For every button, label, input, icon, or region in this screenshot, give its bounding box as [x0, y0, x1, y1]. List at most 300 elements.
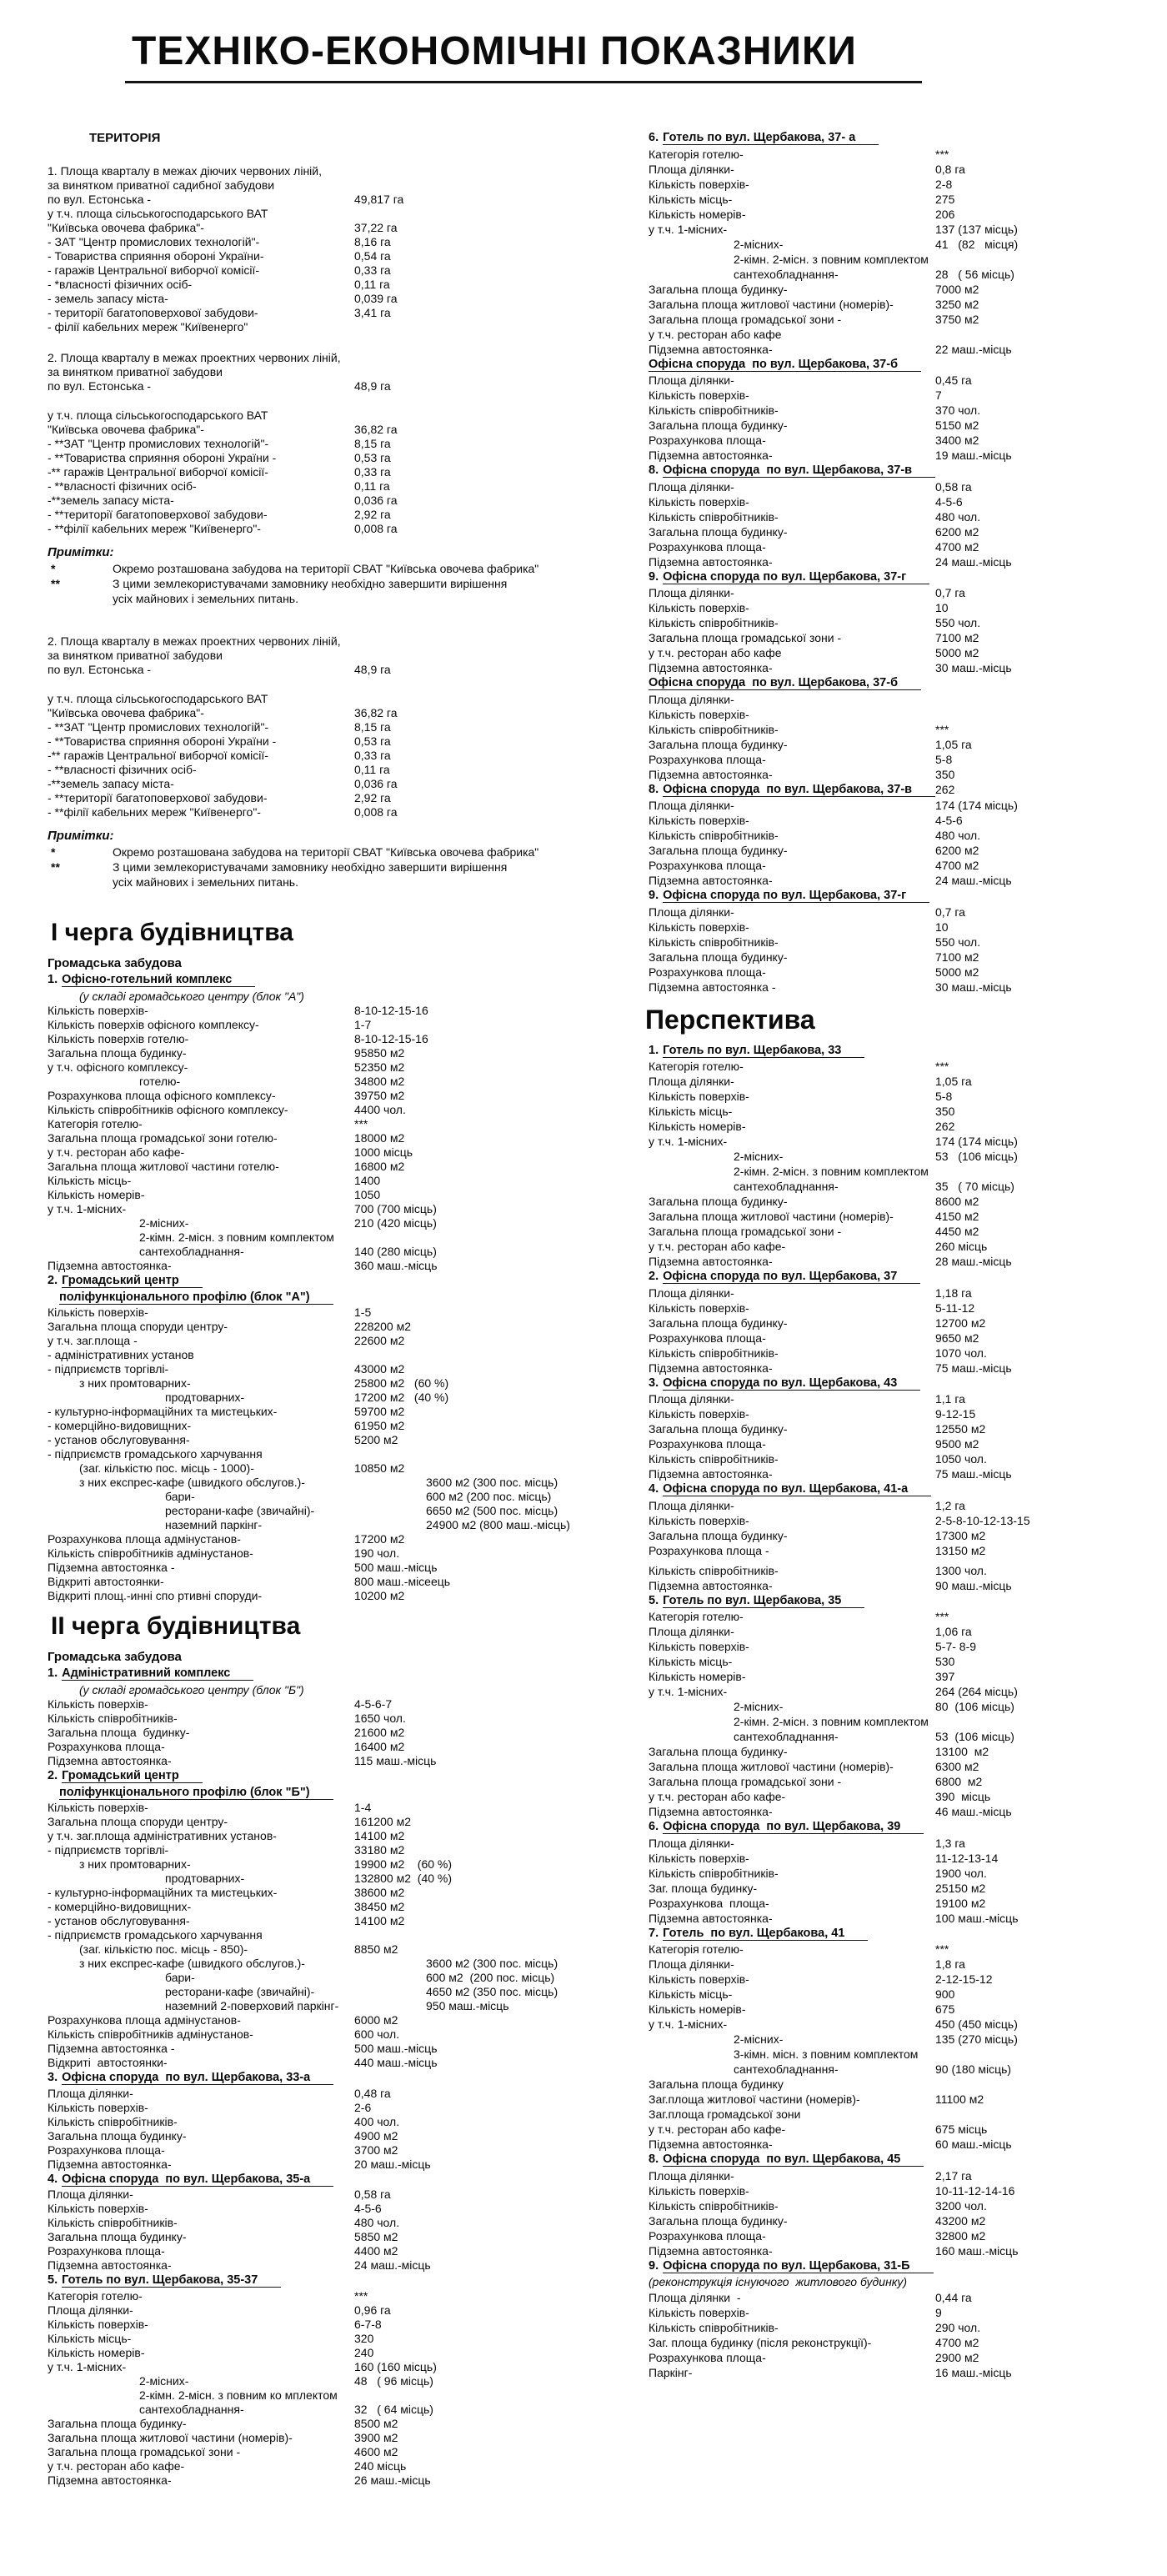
- indicator-label: Підземна автостоянка-: [649, 874, 773, 887]
- note-text: З цими землекористувачами замовнику необхідно завершити вирішення: [113, 860, 508, 874]
- indicator-row: [29, 207, 617, 221]
- indicator-label: Кількість поверхів-: [649, 707, 749, 721]
- indicator-value: 0,33 га: [354, 263, 391, 277]
- indicator-label: Кількість поверхів-: [649, 601, 749, 614]
- indicator-row: [642, 433, 1163, 448]
- item-heading-line: [48, 2273, 617, 2289]
- indicator-label: Кількість поверхів-: [48, 1306, 148, 1319]
- indicator-value: ***: [935, 1060, 949, 1073]
- indicator-value: ***: [935, 1942, 949, 1956]
- indicator-row: [29, 1504, 617, 1518]
- indicator-row: [642, 905, 1163, 920]
- italic-note: (реконструкція існуючого житлового будинку): [649, 2275, 908, 2288]
- indicator-label: Розрахункова площа-: [649, 2350, 766, 2364]
- indicator-label: Розрахункова площа-: [48, 1740, 165, 1753]
- indicator-row: [642, 1866, 1163, 1881]
- indicator-label: Підземна автостоянка-: [48, 2258, 172, 2272]
- indicator-value: 1050 чол.: [935, 1452, 987, 1466]
- indicator-row: [642, 873, 1163, 888]
- indicator-label: 2-місних-: [734, 1700, 784, 1713]
- indicator-row: [642, 554, 1163, 569]
- territory-heading: ТЕРИТОРІЯ: [89, 131, 161, 145]
- indicator-label: Розрахункова площа-: [649, 1331, 766, 1345]
- indicator-row: [642, 177, 1163, 192]
- indicator-value: 900: [935, 1987, 955, 2001]
- indicator-row: [29, 1376, 617, 1391]
- item-number: 5.: [48, 2273, 58, 2287]
- indicator-label: Кількість поверхів-: [649, 1090, 749, 1103]
- indicator-row: [29, 2115, 617, 2129]
- indicator-label: 2-кімн. 2-місн. з повним ко мплектом: [139, 2388, 338, 2402]
- indicator-label: Кількість поверхів-: [48, 1801, 148, 1814]
- item-number: 1.: [48, 973, 58, 986]
- indicator-label: ресторани-кафе (звичайні)-: [165, 1985, 315, 1998]
- indicator-label: Розрахункова площа-: [649, 965, 766, 979]
- indicator-label: Кількість співробітників-: [48, 1711, 178, 1725]
- indicator-value: 0,039 га: [354, 292, 398, 305]
- indicator-label: Загальна площа будинку-: [649, 1422, 788, 1436]
- indicator-label: Кількість співробітників-: [649, 2320, 779, 2334]
- indicator-row: [29, 479, 617, 494]
- indicator-value: 38600 м2: [354, 1886, 405, 1899]
- indicator-label: Загальна площа будинку-: [649, 950, 788, 964]
- indicator-value: 0,58 га: [354, 2188, 391, 2201]
- indicator-row: [29, 634, 617, 649]
- indicator-label: - адміністративних установ: [48, 1348, 194, 1361]
- indicator-value: 60 маш.-місць: [935, 2137, 1012, 2151]
- indicator-row: [642, 448, 1163, 463]
- indicator-value: 90 (180 місць): [935, 2062, 1012, 2076]
- item-heading-line: [48, 2070, 617, 2087]
- indicator-label: Підземна автостоянка-: [649, 1805, 773, 1818]
- indicator-value: 34800 м2: [354, 1075, 405, 1088]
- indicator-value: 7100 м2: [935, 950, 979, 964]
- indicator-value: 3700 м2: [354, 2142, 398, 2157]
- indicator-row: [29, 1546, 617, 1561]
- indicator-value: 3900 м2: [354, 2430, 398, 2444]
- indicator-value: 26 маш.-місць: [354, 2473, 431, 2487]
- indicator-label: - установ обслуговування-: [48, 1433, 190, 1446]
- indicator-label: Кількість поверхів-: [649, 388, 749, 402]
- indicator-row: [642, 843, 1163, 858]
- item-heading-line: [48, 972, 617, 989]
- indicator-value: ***: [935, 722, 949, 736]
- indicator-value: 38450 м2: [354, 1900, 405, 1913]
- indicator-value: 1,05 га: [935, 737, 972, 751]
- indicator-row: [642, 479, 1163, 494]
- indicator-value: 550 чол.: [935, 616, 981, 629]
- note-marker: *: [51, 562, 56, 575]
- indicator-row: [29, 178, 617, 193]
- item-number: 6.: [649, 131, 659, 144]
- title-block: [125, 30, 922, 83]
- indicator-row: [642, 1714, 1163, 1729]
- indicator-row: [642, 660, 1163, 675]
- indicator-label: - **ЗАТ "Центр промислових технологій"-: [48, 437, 269, 450]
- indicator-value: 0,11 га: [354, 479, 390, 493]
- item-heading: [642, 463, 1163, 479]
- indicator-label: Кількість співробітників-: [649, 1563, 779, 1577]
- indicator-label: - *власності фізичних осіб-: [48, 278, 193, 291]
- indicator-value: ***: [935, 147, 949, 161]
- indicator-value: 6200 м2: [935, 844, 979, 857]
- indicator-row: [29, 2158, 617, 2172]
- indicator-label: за винятком приватної забудови: [48, 365, 223, 378]
- indicator-label: Загальна площа будинку-: [48, 1046, 187, 1060]
- indicator-value: 4400 м2: [354, 2244, 398, 2258]
- indicator-row: [29, 2374, 617, 2388]
- item-number: 2.: [48, 1274, 58, 1287]
- indicator-label: Загальна площа будинку-: [649, 844, 788, 857]
- indicator-row: [642, 1624, 1163, 1639]
- indicator-row: [642, 1074, 1163, 1089]
- indicator-label: Площа ділянки -: [649, 2290, 741, 2304]
- indicator-row: [29, 408, 617, 423]
- indicator-row: [29, 1971, 617, 1985]
- item-number: 9.: [649, 2258, 659, 2273]
- item-number: 4.: [48, 2172, 58, 2186]
- indicator-row: [642, 858, 1163, 873]
- indicator-label: Кількість співробітників-: [649, 935, 779, 949]
- indicator-row: [642, 252, 1163, 267]
- indicator-label: сантехобладнання-: [734, 267, 839, 281]
- item-heading-text: Офісна споруда по вул. Щербакова, 35-а: [62, 2173, 333, 2187]
- indicator-label: Площа ділянки-: [649, 2168, 734, 2183]
- indicator-value: 1300 чол.: [935, 1563, 987, 1577]
- indicator-label: (заг. кількістю пос. місць - 1000)-: [79, 1461, 254, 1475]
- indicator-row: [29, 1131, 617, 1145]
- indicator-label: Підземна автостоянка-: [48, 2473, 172, 2487]
- indicator-row: [29, 193, 617, 207]
- indicator-value: 59700 м2: [354, 1405, 405, 1418]
- indicator-value: 550 чол.: [935, 935, 981, 949]
- note-text: Окремо розташована забудова на території СВАТ "Київська овочева фабрика": [113, 845, 539, 859]
- indicator-value: 37,22 га: [354, 221, 398, 234]
- indicator-value: 4-5-6: [935, 814, 963, 827]
- indicator-label: Кількість поверхів-: [48, 2202, 148, 2215]
- indicator-label: Площа ділянки-: [649, 1498, 734, 1512]
- indicator-label: Площа ділянки-: [649, 1285, 734, 1300]
- indicator-label: Загальна площа будинку-: [48, 2128, 187, 2142]
- indicator-row: [29, 1089, 617, 1103]
- indicator-value: 320: [354, 2331, 374, 2345]
- indicator-value: 600 м2 (200 пос. місць): [426, 1971, 555, 1984]
- column-right: [642, 130, 1163, 2380]
- indicator-row: [29, 1461, 617, 1476]
- indicator-row: [642, 1451, 1163, 1466]
- note-marker: *: [51, 845, 56, 859]
- indicator-row: [642, 2335, 1163, 2350]
- indicator-row: [642, 342, 1163, 357]
- indicator-label: - **власності фізичних осіб-: [48, 763, 197, 776]
- indicator-value: 5-8: [935, 752, 953, 766]
- indicator-label: Кількість співробітників-: [649, 1346, 779, 1360]
- indicator-label: - підприємств громадського харчування: [48, 1928, 263, 1942]
- indicator-label: 2-кімн. 2-місн. з повним комплектом: [139, 1230, 334, 1244]
- indicator-label: Кількість поверхів-: [649, 2183, 749, 2198]
- indicator-value: 8600 м2: [935, 1195, 979, 1208]
- indicator-label: 1. Площа кварталу в межах діючих червоних ліній,: [48, 164, 323, 178]
- indicator-row: [642, 373, 1163, 388]
- indicator-row: [642, 752, 1163, 767]
- item-heading: [29, 1666, 617, 1682]
- indicator-row: [29, 2013, 617, 2027]
- indicator-value: 0,008 га: [354, 522, 398, 535]
- indicator-label: Площа ділянки-: [48, 2086, 133, 2100]
- indicator-value: 370 чол.: [935, 403, 981, 417]
- indicator-label: Кількість поверхів-: [649, 814, 749, 827]
- indicator-row: [29, 2101, 617, 2115]
- indicator-row: [29, 423, 617, 437]
- indicator-label: Кількість співробітників-: [48, 2114, 178, 2128]
- spacer: [29, 334, 617, 351]
- item-heading: [642, 569, 1163, 586]
- indicator-value: 17200 м2: [354, 1532, 405, 1546]
- indicator-row: [29, 1046, 617, 1060]
- indicator-value: 4400 чол.: [354, 1103, 406, 1116]
- indicator-row: [29, 2431, 617, 2445]
- indicator-label: готелю-: [139, 1075, 181, 1088]
- indicator-label: 3-кімн. місн. з повним комплектом: [734, 2047, 919, 2061]
- indicator-value: 500 маш.-місць: [354, 2042, 438, 2055]
- indicator-label: Розрахункова площа-: [649, 859, 766, 872]
- indicator-row: [29, 1490, 617, 1504]
- indicator-value: 1,8 га: [935, 1957, 965, 1971]
- indicator-row: [642, 1774, 1163, 1789]
- item-heading-text: Готель по вул. Щербакова, 37- а: [663, 131, 879, 145]
- indicator-row: [29, 2188, 617, 2202]
- item-heading-line: [649, 1376, 1163, 1392]
- indicator-label: Категорія готелю-: [649, 147, 744, 161]
- indicator-label: Підземна автостоянка-: [649, 767, 773, 781]
- indicator-row: [29, 1230, 617, 1245]
- indicator-label: по вул. Естонська -: [48, 379, 152, 393]
- indicator-label: 2. Площа кварталу в межах проектних червоних ліній,: [48, 634, 341, 648]
- indicator-value: 1050: [354, 1188, 381, 1201]
- indicator-row: [29, 1957, 617, 1971]
- indicator-row: [29, 292, 617, 306]
- indicator-value: 28 маш.-місць: [935, 1255, 1012, 1268]
- indicator-row: [642, 1316, 1163, 1331]
- indicator-value: 0,58 га: [935, 479, 972, 494]
- item-heading-line: [649, 1043, 1163, 1060]
- item-number: 3.: [649, 1376, 659, 1390]
- indicator-row: [642, 585, 1163, 600]
- indicator-value: 30 маш.-місць: [935, 980, 1012, 994]
- indicator-label: Підземна автостоянка -: [48, 1561, 175, 1574]
- indicator-row: [29, 1829, 617, 1843]
- indicator-row: [29, 692, 617, 706]
- indicator-label: у т.ч. площа сільськогосподарського ВАТ: [48, 692, 268, 705]
- indicator-row: [642, 327, 1163, 342]
- indicator-row: [29, 1103, 617, 1117]
- item-heading: [642, 357, 1163, 373]
- indicator-label: сантехобладнання-: [734, 1730, 839, 1743]
- indicator-label: Підземна автостоянка-: [649, 342, 773, 356]
- indicator-value: 210 (420 місць): [354, 1216, 437, 1230]
- item-heading-line: [649, 1481, 1163, 1498]
- indicator-label: Кількість співробітників адмінустанов-: [48, 2027, 253, 2041]
- indicator-row: [29, 1362, 617, 1376]
- subsection-heading: Громадська забудова: [48, 1650, 182, 1664]
- indicator-row: [642, 707, 1163, 722]
- item-number: 3.: [48, 2071, 58, 2084]
- indicator-label: Площа ділянки-: [649, 479, 734, 494]
- indicator-value: 90 маш.-місць: [935, 1578, 1012, 1592]
- item-number: 1.: [649, 1043, 659, 1057]
- indicator-row: [642, 1684, 1163, 1699]
- indicator-label: 2-місних-: [139, 2373, 189, 2388]
- indicator-value: 5-8: [935, 1090, 953, 1103]
- indicator-label: Загальна площа будинку-: [649, 1195, 788, 1208]
- indicator-row: [29, 1447, 617, 1461]
- note-row: [29, 844, 617, 860]
- indicator-label: Підземна автостоянка-: [649, 554, 773, 569]
- indicator-row: [29, 1320, 617, 1334]
- indicator-value: 9: [935, 2305, 942, 2319]
- indicator-row: [642, 2168, 1163, 2183]
- indicator-row: [29, 1801, 617, 1815]
- indicator-value: 206: [935, 207, 955, 221]
- item-number: 7.: [649, 1926, 659, 1940]
- indicator-value: 24 маш.-місць: [354, 2258, 431, 2272]
- indicator-value: 6200 м2: [935, 524, 979, 539]
- indicator-row: [642, 1669, 1163, 1684]
- indicator-row: [29, 494, 617, 508]
- indicator-label: Загальна площа громадської зони -: [48, 2444, 241, 2458]
- indicator-value: 5200 м2: [354, 1433, 398, 1446]
- indicator-label: Підземна автостоянка-: [48, 1754, 172, 1767]
- indicator-label: у т.ч. заг.площа -: [48, 1334, 138, 1347]
- indicator-row: [642, 1654, 1163, 1669]
- indicator-label: по вул. Естонська -: [48, 663, 152, 676]
- indicator-row: [29, 2216, 617, 2230]
- indicator-row: [642, 1513, 1163, 1528]
- notes-heading: Примітки:: [48, 829, 114, 843]
- indicator-value: 30 маш.-місць: [935, 661, 1012, 674]
- indicator-row: [642, 630, 1163, 645]
- item-number: 8.: [649, 782, 659, 796]
- notes-heading: Примітки:: [48, 545, 114, 559]
- indicator-value: 132800 м2 (40 %): [354, 1872, 453, 1885]
- indicator-row: [29, 2318, 617, 2332]
- item-heading-text: Офісна споруда по вул. Щербакова, 37-б: [649, 676, 921, 690]
- item-number: 9.: [649, 569, 659, 584]
- indicator-row: [642, 2213, 1163, 2228]
- note-row: [29, 576, 617, 606]
- indicator-row: [29, 2143, 617, 2158]
- indicator-label: за винятком приватної забудови: [48, 649, 223, 662]
- indicator-row: [29, 1405, 617, 1419]
- item-number: 4.: [649, 1482, 659, 1496]
- indicator-value: 950 маш.-місць: [426, 1999, 509, 2012]
- indicator-value: 0,11 га: [354, 278, 390, 291]
- indicator-value: 5000 м2: [935, 646, 979, 659]
- indicator-row: [29, 2087, 617, 2101]
- indicator-row: [642, 1729, 1163, 1744]
- spacer: [29, 536, 617, 544]
- indicator-value: 10: [935, 920, 949, 934]
- indicator-value: 17300 м2: [935, 1528, 986, 1542]
- indicator-value: 1,2 га: [935, 1498, 965, 1512]
- document-title: ТЕХНІКО-ЕКОНОМІЧНІ ПОКАЗНИКИ: [125, 30, 922, 83]
- indicator-value: 18000 м2: [354, 1131, 405, 1145]
- indicator-label: Площа ділянки-: [649, 905, 734, 919]
- indicator-value: 5000 м2: [935, 965, 979, 979]
- indicator-value: 0,53 га: [354, 734, 391, 748]
- indicator-row: [642, 1224, 1163, 1239]
- indicator-label: Площа ділянки-: [649, 1957, 734, 1971]
- indicator-label: Розрахункова площа-: [649, 539, 766, 554]
- indicator-label: -** гаражів Центральної виборчої комісії-: [48, 465, 268, 479]
- indicator-label: Категорія готелю-: [48, 2288, 143, 2303]
- indicator-label: Загальна площа житлової частини (номерів)-: [649, 1210, 894, 1223]
- item-heading-line: [48, 2172, 617, 2188]
- column-left: [29, 130, 617, 2488]
- indicator-value: 262: [935, 1120, 955, 1133]
- indicator-row: [29, 1160, 617, 1174]
- indicator-label: Загальна площа будинку-: [48, 1726, 190, 1739]
- indicator-row: [29, 1589, 617, 1603]
- indicator-row: [642, 494, 1163, 509]
- note-marker: **: [51, 577, 60, 590]
- item-heading: [642, 675, 1163, 692]
- indicator-value: 0,036 га: [354, 494, 398, 507]
- indicator-row: [29, 2346, 617, 2360]
- indicator-value: 2,92 га: [354, 791, 391, 804]
- indicator-value: 7000 м2: [935, 282, 979, 296]
- indicator-value: 6300 м2: [935, 1760, 979, 1773]
- indicator-label: Заг.площа житлової частини (номерів)-: [649, 2092, 860, 2106]
- indicator-label: Загальна площа споруди центру-: [48, 1815, 228, 1828]
- indicator-value: 19100 м2: [935, 1896, 986, 1910]
- indicator-label: у т.ч. ресторан або кафе-: [48, 2458, 185, 2473]
- note-row: [29, 561, 617, 576]
- indicator-label: Кількість співробітників адмінустанов-: [48, 1546, 253, 1560]
- indicator-value: 3600 м2 (300 пос. місць): [426, 1476, 558, 1489]
- indicator-row: [29, 1334, 617, 1348]
- indicator-row: [29, 1900, 617, 1914]
- item-heading-text: Офісна споруда по вул. Щербакова, 41-а: [663, 1482, 931, 1496]
- indicator-label: Загальна площа будинку-: [649, 418, 788, 432]
- indicator-row: [29, 1815, 617, 1829]
- indicator-label: сантехобладнання-: [139, 2402, 244, 2416]
- indicator-row: [642, 2365, 1163, 2380]
- indicator-value: 160 маш.-місць: [935, 2243, 1019, 2258]
- indicator-row: [642, 1406, 1163, 1421]
- indicator-label: Розрахункова площа-: [48, 2244, 165, 2258]
- indicator-label: Кількість номерів-: [649, 207, 746, 221]
- item-number: 2.: [48, 1769, 58, 1782]
- indicator-label: сантехобладнання-: [734, 1180, 839, 1193]
- indicator-value: 0,53 га: [354, 451, 391, 464]
- indicator-label: "Київська овочева фабрика"-: [48, 221, 204, 234]
- indicator-label: Паркінг-: [649, 2365, 693, 2379]
- indicator-value: 0,7 га: [935, 586, 965, 599]
- phase-heading: Перспектива: [645, 1004, 815, 1035]
- indicator-row: [642, 798, 1163, 813]
- item-heading: [642, 782, 1163, 799]
- indicator-label: Кількість поверхів-: [48, 2100, 148, 2114]
- indicator-row: [29, 2332, 617, 2346]
- item-heading: [642, 1376, 1163, 1392]
- indicator-row: [29, 2244, 617, 2258]
- item-heading-text: Офісно-готельний комплекс: [62, 973, 255, 987]
- indicator-value: 350: [935, 767, 955, 781]
- indicator-label: (заг. кількістю пос. місць - 850)-: [79, 1942, 248, 1956]
- indicator-label: Кількість номерів-: [649, 1670, 746, 1683]
- item-heading: [642, 2152, 1163, 2168]
